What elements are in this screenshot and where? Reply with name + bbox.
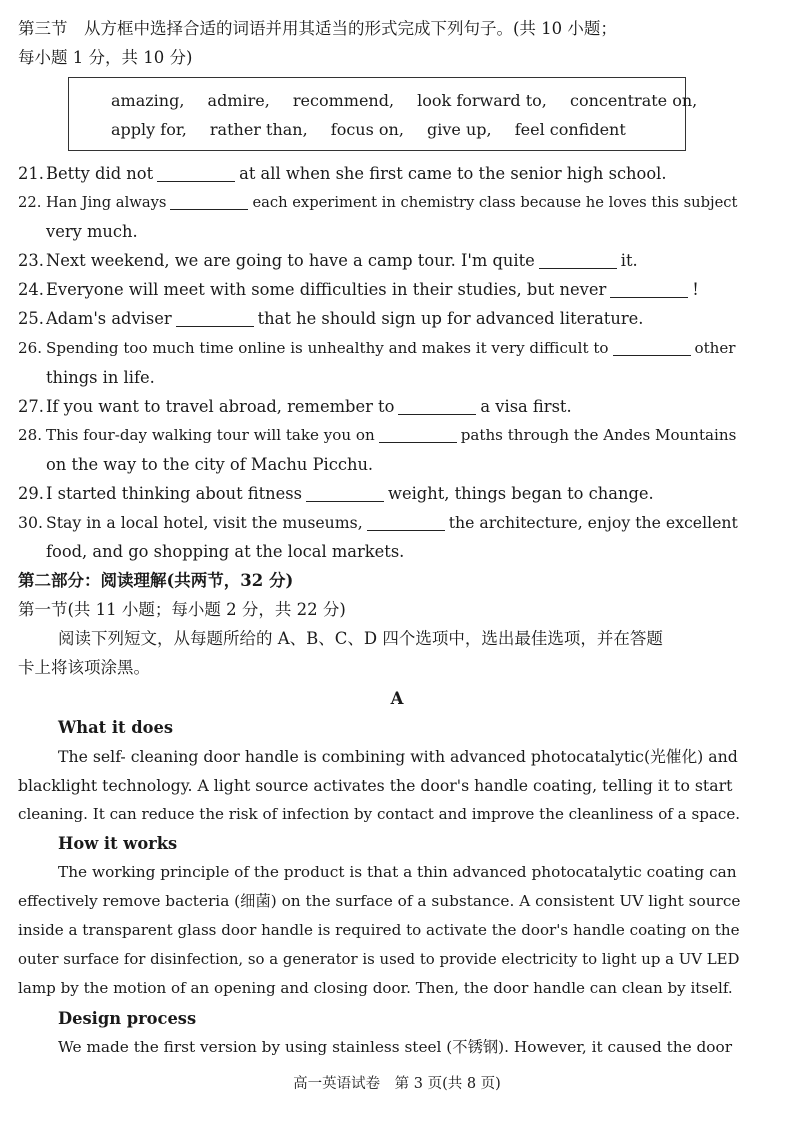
instructions-line2: 卡上将该项涂黑。 xyxy=(18,658,150,677)
para2-line1: The working principle of the product is that a thin advanced photocatalytic coating can xyxy=(58,863,737,881)
question-24: 24. Everyone will meet with some difficulties in their studies, but never ! xyxy=(18,280,699,299)
answer-blank[interactable] xyxy=(367,514,445,531)
question-21: 21. Betty did not at all when she first came to the senior high school. xyxy=(18,164,667,183)
word-option: amazing, xyxy=(111,91,185,110)
word-option: focus on, xyxy=(330,120,404,139)
section1-header: 第一节(共 11 小题；每小题 2 分，共 22 分) xyxy=(18,600,346,619)
question-28-continued: on the way to the city of Machu Picchu. xyxy=(46,455,374,474)
answer-blank[interactable] xyxy=(610,281,688,298)
para1-line3: cleaning. It can reduce the risk of infection by contact and improve the cleanliness of a space. xyxy=(18,805,741,823)
word-option: apply for, xyxy=(111,120,187,139)
heading-design-process: Design process xyxy=(58,1009,197,1028)
answer-blank[interactable] xyxy=(306,485,384,502)
word-option: recommend, xyxy=(292,91,395,110)
word-box-row1 xyxy=(111,87,715,115)
answer-blank[interactable] xyxy=(379,426,457,443)
word-option: concentrate on, xyxy=(569,91,698,110)
question-27: 27. If you want to travel abroad, remember to a visa first. xyxy=(18,397,572,416)
answer-blank[interactable] xyxy=(613,339,691,356)
question-26-continued: things in life. xyxy=(46,368,155,387)
question-26: 26. Spending too much time online is unhealthy and makes it very difficult to other xyxy=(18,339,736,357)
heading-what-it-does: What it does xyxy=(58,718,174,737)
question-23: 23. Next weekend, we are going to have a camp tour. I'm quite it. xyxy=(18,251,638,270)
word-box-row2 xyxy=(111,116,644,144)
word-option: admire, xyxy=(207,91,270,110)
para2-line3: inside a transparent glass door handle is required to activate the door's handle coating on the xyxy=(18,921,740,939)
para2-line5: lamp by the motion of an opening and closing door. Then, the door handle can clean by itself. xyxy=(18,979,733,997)
question-30-continued: food, and go shopping at the local markets. xyxy=(46,542,405,561)
word-option: rather than, xyxy=(209,120,308,139)
para2-line4: outer surface for disinfection, so a generator is used to provide electricity to light up a UV LED xyxy=(18,950,740,968)
answer-blank[interactable] xyxy=(398,398,476,415)
answer-blank[interactable] xyxy=(170,193,248,210)
question-30: 30. Stay in a local hotel, visit the museums, the architecture, enjoy the excellent xyxy=(18,513,738,532)
para1-line2: blacklight technology. A light source activates the door's handle coating, telling it to start xyxy=(18,776,733,795)
passage-letter: A xyxy=(390,689,404,708)
section3-header-line1: 第三节 从方框中选择合适的词语并用其适当的形式完成下列句子。(共 10 小题； xyxy=(18,19,617,38)
question-25: 25. Adam's adviser that he should sign up for advanced literature. xyxy=(18,309,644,328)
para3-line1: We made the first version by using stainless steel (不锈钢). However, it caused the door xyxy=(58,1038,733,1056)
word-box xyxy=(68,77,698,151)
instructions-line1: 阅读下列短文，从每题所给的 A、B、C、D 四个选项中，选出最佳选项，并在答题 xyxy=(58,629,663,648)
page-footer: 高一英语试卷 第 3 页(共 8 页) xyxy=(293,1076,501,1092)
part2-header: 第二部分：阅读理解(共两节，32 分) xyxy=(18,571,294,590)
word-option: feel confident xyxy=(514,120,626,139)
question-29: 29. I started thinking about fitness weight, things began to change. xyxy=(18,484,654,503)
para2-line2: effectively remove bacteria (细菌) on the surface of a substance. A consistent UV light source xyxy=(18,892,741,910)
word-option: give up, xyxy=(427,120,492,139)
answer-blank[interactable] xyxy=(176,310,254,327)
answer-blank[interactable] xyxy=(539,252,617,269)
heading-how-it-works: How it works xyxy=(58,834,178,853)
question-22: 22. Han Jing always each experiment in chemistry class because he loves this subject xyxy=(18,194,738,211)
word-option: look forward to, xyxy=(417,91,547,110)
answer-blank[interactable] xyxy=(157,165,235,182)
question-28: 28. This four-day walking tour will take you on paths through the Andes Mountains xyxy=(18,426,737,444)
section3-header-line2: 每小题 1 分，共 10 分) xyxy=(18,48,193,67)
para1-line1: The self- cleaning door handle is combining with advanced photocatalytic(光催化) and xyxy=(58,747,738,766)
question-22-continued: very much. xyxy=(46,222,138,241)
